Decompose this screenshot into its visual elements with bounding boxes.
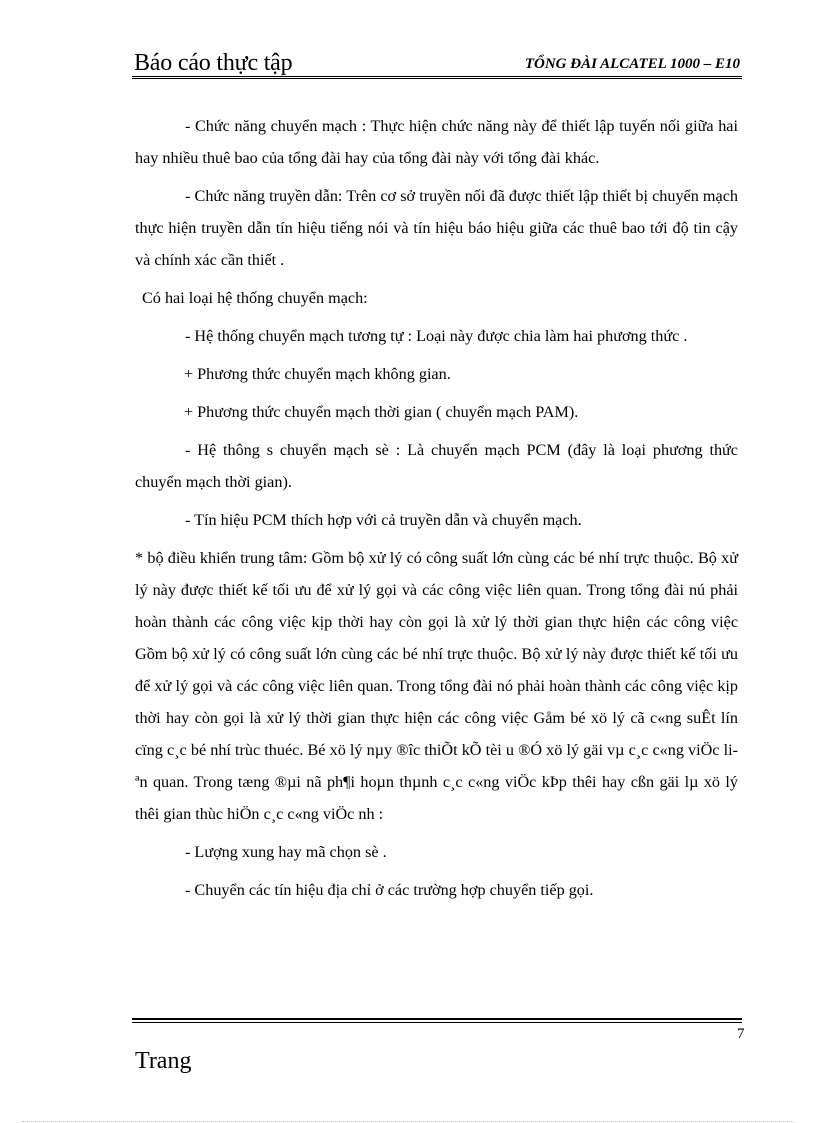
page-number: 7	[737, 1026, 745, 1042]
page-header	[132, 50, 740, 76]
footer-page-label: Trang	[135, 1048, 192, 1074]
footer-divider	[132, 1018, 742, 1020]
list-item-address-transfer: - Chuyển các tín hiệu địa chỉ ở các trường hợp chuyển tiếp gọi.	[185, 881, 594, 899]
paragraph-central-control: * bộ điều khiển trung tâm: Gồm bộ xử lý có công suất lớn cùng các bé nhí trực thuộc. Bộ xử lý này được thiết kế tối ưu để xử lý gọi và các công việc liên quan. Trong tổng đài nú phải hoàn thành các công việc kịp thời hay còn gọi là xử lý thời gian thực hiện các công việc Gồm bộ xử lý có công suất lớn cùng các bé nhí trực thuộc. Bộ xử lý này được thiết kế tối ưu để xử lý gọi và các công việc liên quan. Trong tổng đài nó phải hoàn thành các công việc kịp thời hay còn gọi là xử lý thời gian thực hiện các công việc Gåm bé xö lý cã c«ng suÊt lín cïng c¸c bé nhí trùc thuéc. Bé xö lý nµy ®îc thiÕt kÕ tèi u ®Ó xö lý gäi vµ c¸c c«ng viÖc liªn quan. Trong tæng ®µi nã ph¶i hoµn thµnh c¸c c«ng viÖc kÞp thêi hay cßn gäi lµ xö lý thêi gian thùc hiÖn c¸c c«ng viÖc nh :	[135, 549, 738, 823]
paragraph-switching-function: - Chức năng chuyển mạch : Thực hiện chức năng này để thiết lập tuyến nối giữa hai hay nhiều thuê bao của tổng đài hay của tổng đài này với tổng đài khác.	[135, 117, 738, 167]
footer-divider-secondary	[132, 1022, 742, 1023]
paragraph-analog-switching: - Hệ thống chuyển mạch tương tự : Loại này được chia làm hai phương thức .	[185, 327, 688, 345]
page-bottom-dotted-line	[22, 1121, 794, 1122]
document-body	[135, 110, 738, 906]
list-item-space-switching: + Phương thức chuyển mạch không gian.	[184, 365, 451, 383]
paragraph-switching-types-intro: Có hai loại hệ thống chuyển mạch:	[142, 289, 368, 307]
list-item-pulse-count: - Lượng xung hay mã chọn sè .	[185, 843, 387, 861]
header-divider	[132, 76, 742, 77]
paragraph-pcm-signal: - Tín hiệu PCM thích hợp với cả truyền dẫn và chuyển mạch.	[185, 511, 582, 529]
header-report-title: Báo cáo thực tập	[134, 50, 293, 76]
header-document-title: TỔNG ĐÀI ALCATEL 1000 – E10	[524, 56, 740, 72]
list-item-time-switching: + Phương thức chuyển mạch thời gian ( chuyển mạch PAM).	[184, 403, 579, 421]
header-divider-secondary	[132, 78, 742, 79]
paragraph-transmission-function: - Chức năng truyền dẫn: Trên cơ sở truyền nối đã được thiết lập thiết bị chuyển mạch thực hiện truyền dẫn tín hiệu tiếng nói và tín hiệu báo hiệu giữa các thuê bao tới độ tin cậy và chính xác cần thiết .	[135, 187, 738, 269]
paragraph-digital-switching: - Hệ thông s chuyển mạch sè : Là chuyển mạch PCM (đây là loại phương thức chuyển mạch thời gian).	[135, 441, 738, 491]
